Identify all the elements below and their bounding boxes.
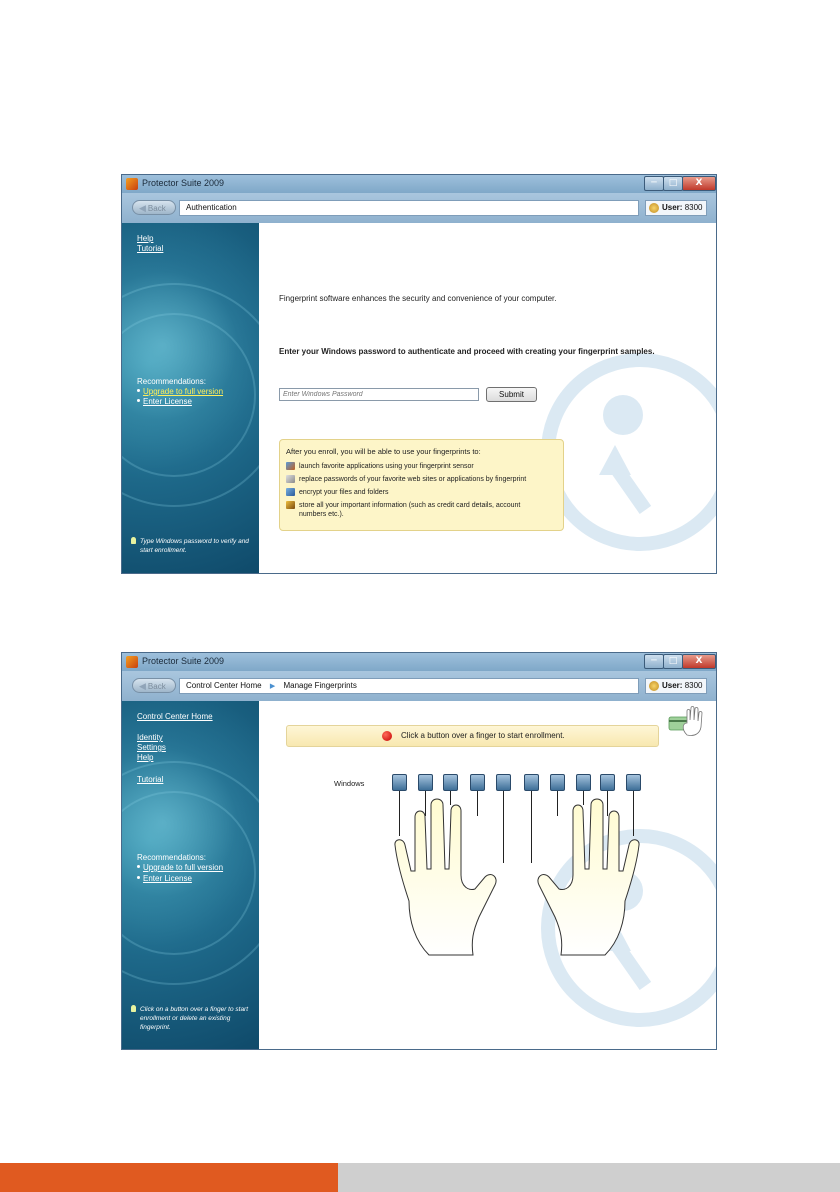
recommendations-heading: Recommendations: [137, 377, 206, 386]
breadcrumb-separator-icon: ▶ [269, 683, 276, 690]
info-title: After you enroll, you will be able to use your fingerprints to: [286, 447, 481, 456]
footer-gray-bar [338, 1163, 840, 1192]
breadcrumb-manage-fingerprints[interactable]: Manage Fingerprints [283, 681, 357, 690]
breadcrumb [179, 678, 639, 694]
hands-illustration [389, 791, 649, 961]
finger-button-1[interactable] [392, 774, 407, 791]
main-content [259, 701, 716, 1049]
right-hand [538, 799, 639, 955]
enter-license-label: Enter License [143, 397, 192, 406]
user-indicator[interactable] [645, 200, 707, 216]
bullet-icon [137, 865, 140, 868]
enter-license-label: Enter License [143, 874, 192, 883]
breadcrumb-authentication[interactable]: Authentication [186, 203, 237, 212]
finger-button-5[interactable] [496, 774, 511, 791]
finger-connector-line [633, 791, 634, 836]
windows-label: Windows [334, 779, 365, 788]
bullet-icon [137, 399, 140, 402]
back-arrow-icon: ◀ [139, 203, 146, 213]
minimize-button[interactable]: ─ [644, 176, 664, 191]
minimize-button[interactable]: ─ [644, 654, 664, 669]
instruction-text: Enter your Windows password to authenticate and proceed with creating your fingerprint samples. [279, 347, 655, 356]
list-item [286, 501, 520, 509]
finger-button-2[interactable] [418, 774, 433, 791]
finger-button-10[interactable] [626, 774, 641, 791]
finger-button-4[interactable] [470, 774, 485, 791]
close-button[interactable]: X [682, 176, 716, 191]
finger-button-3[interactable] [443, 774, 458, 791]
back-label: Back [147, 204, 166, 213]
finger-connector-line [607, 791, 608, 816]
finger-connector-line [557, 791, 558, 816]
main-content [259, 223, 716, 573]
watermark-logo-dot [603, 395, 643, 435]
bullet-icon [137, 876, 140, 879]
finger-button-9[interactable] [600, 774, 615, 791]
launch-app-icon [286, 462, 295, 470]
lightbulb-icon [131, 1005, 136, 1012]
breadcrumb [179, 200, 639, 216]
user-label: User: [662, 681, 683, 690]
sidebar-link-tutorial[interactable]: Tutorial [137, 244, 164, 253]
info-item-text: encrypt your files and folders [299, 488, 389, 496]
recommendations-heading: Recommendations: [137, 853, 206, 862]
intro-text: Fingerprint software enhances the security and convenience of your computer. [279, 294, 557, 303]
enrollment-banner [286, 725, 659, 747]
authentication-window [121, 174, 717, 574]
enter-license-link[interactable] [137, 397, 192, 406]
list-item [286, 475, 526, 483]
hint-text: Click on a button over a finger to start enrollment or delete an existing fingerprint. [140, 1006, 249, 1031]
bullet-icon [137, 389, 140, 392]
title-bar[interactable] [122, 653, 716, 671]
info-item-text: store all your important information (such as credit card details, account [299, 501, 521, 509]
window-title: Protector Suite 2009 [142, 178, 225, 188]
footer-accent-bar [0, 1163, 338, 1192]
back-button[interactable] [132, 678, 176, 693]
info-box [279, 439, 564, 531]
back-button[interactable] [132, 200, 176, 215]
hint-text: Type Windows password to verify and start enrollment. [140, 538, 249, 554]
finger-connector-line [425, 791, 426, 816]
submit-button[interactable]: Submit [486, 387, 537, 402]
app-icon [126, 656, 138, 668]
user-icon [649, 203, 659, 213]
list-item [286, 488, 389, 496]
sidebar [122, 223, 259, 573]
upgrade-link[interactable] [137, 863, 223, 872]
sidebar-link-help[interactable]: Help [137, 753, 154, 762]
close-button[interactable]: X [682, 654, 716, 669]
password-input[interactable] [279, 388, 479, 401]
sidebar-link-control-center-home[interactable]: Control Center Home [137, 712, 213, 721]
info-item-text: launch favorite applications using your fingerprint sensor [299, 462, 474, 470]
app-icon [126, 178, 138, 190]
back-arrow-icon: ◀ [139, 681, 146, 691]
finger-connector-line [399, 791, 400, 836]
info-item-text: replace passwords of your favorite web sites or applications by fingerprint [299, 475, 527, 483]
upgrade-link[interactable] [137, 387, 223, 396]
sidebar-link-identity[interactable]: Identity [137, 733, 163, 742]
manage-fingerprints-window [121, 652, 717, 1050]
finger-connector-line [503, 791, 504, 863]
user-name: 8300 [684, 203, 703, 212]
maximize-button[interactable]: □ [663, 654, 683, 669]
maximize-button[interactable]: □ [663, 176, 683, 191]
upgrade-link-label: Upgrade to full version [143, 387, 224, 396]
record-indicator-icon [382, 731, 392, 741]
store-info-icon [286, 501, 295, 509]
hand-card-icon [667, 705, 707, 739]
sidebar [122, 701, 259, 1049]
user-indicator[interactable] [645, 678, 707, 694]
finger-button-6[interactable] [524, 774, 539, 791]
list-item [286, 462, 474, 470]
banner-text: Click a button over a finger to start enrollment. [401, 731, 565, 740]
left-hand [395, 799, 496, 955]
sidebar-link-help[interactable]: Help [137, 234, 154, 243]
user-icon [649, 681, 659, 691]
lightbulb-icon [131, 537, 136, 544]
back-label: Back [147, 682, 166, 691]
navigation-bar [122, 671, 716, 701]
finger-connector-line [583, 791, 584, 805]
finger-button-8[interactable] [576, 774, 591, 791]
title-bar[interactable] [122, 175, 716, 193]
encrypt-files-icon [286, 488, 295, 496]
sidebar-link-settings[interactable]: Settings [137, 743, 166, 752]
finger-connector-line [477, 791, 478, 816]
password-replace-icon [286, 475, 295, 483]
sidebar-link-tutorial[interactable]: Tutorial [137, 775, 164, 784]
enter-license-link[interactable] [137, 874, 192, 883]
finger-button-7[interactable] [550, 774, 565, 791]
upgrade-link-label: Upgrade to full version [143, 863, 224, 872]
user-label: User: [662, 203, 683, 212]
user-name: 8300 [684, 681, 703, 690]
breadcrumb-control-center-home[interactable]: Control Center Home [186, 681, 262, 690]
finger-connector-line [450, 791, 451, 805]
window-title: Protector Suite 2009 [142, 656, 225, 666]
sidebar-hint [131, 537, 256, 555]
sidebar-hint [131, 1005, 256, 1032]
finger-connector-line [531, 791, 532, 863]
navigation-bar [122, 193, 716, 223]
info-item-continuation: numbers etc.). [299, 511, 344, 518]
